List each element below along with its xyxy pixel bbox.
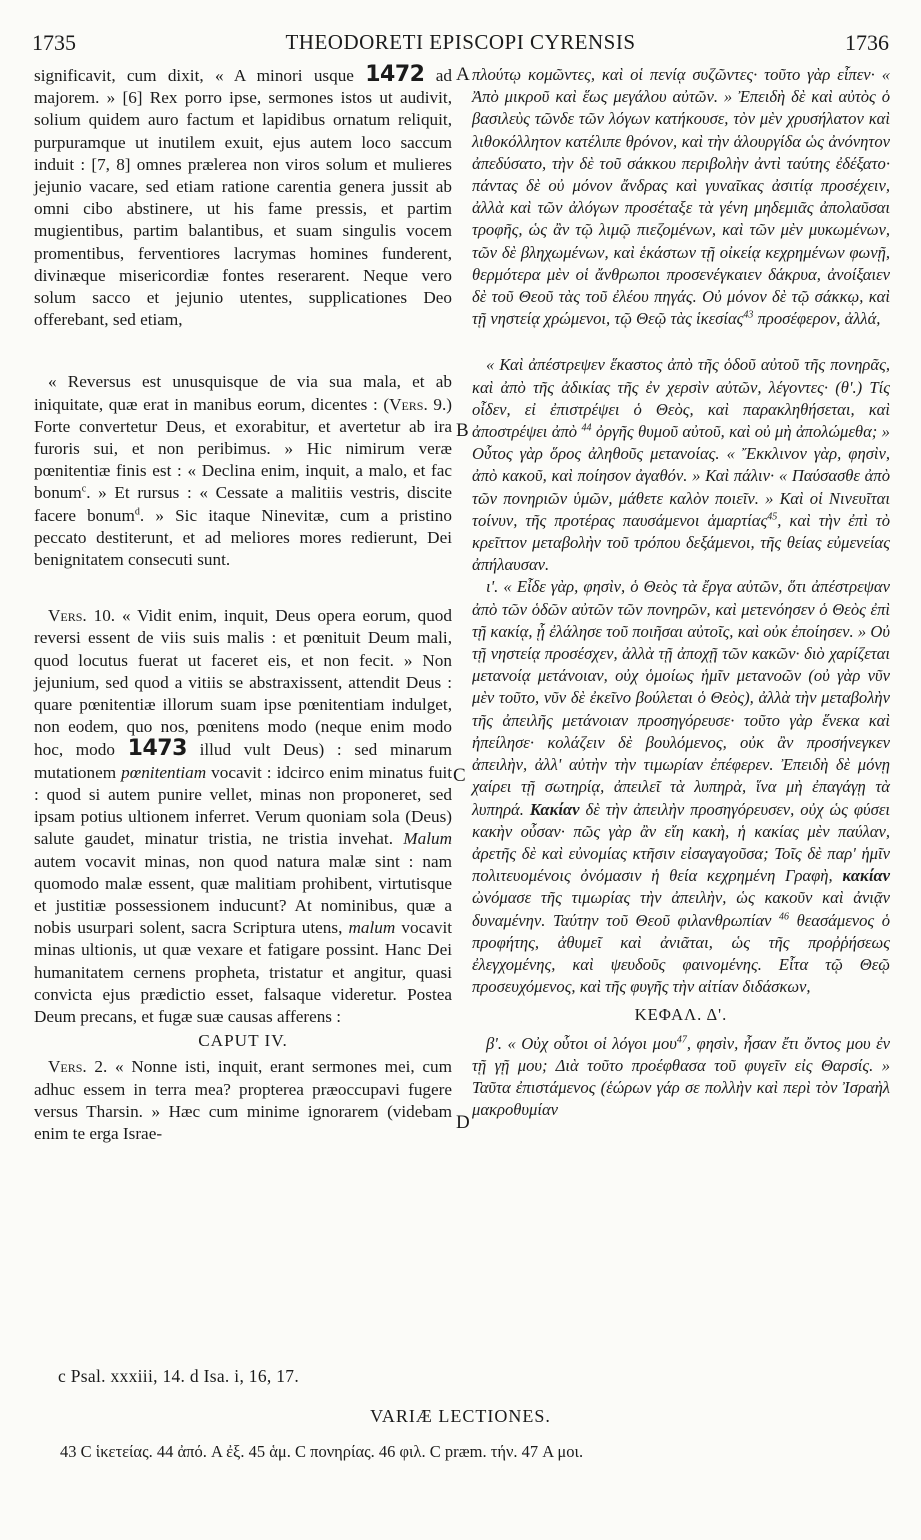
footnote-ref-d: d [134,505,140,517]
latin-italic: Malum [403,829,452,849]
variae-lectiones-heading: VARIÆ LECTIONES. [370,1406,551,1426]
latin-text: vocavit : idcirco enim minatus fuit : quod si autem punire vellet, minas non proponeret, sed ipsam potius ultionem inferret. Verum quoniam sola (Deus) salute gaudet, minatur tristia, ne tristia invehat. [34,762,453,849]
variant-ref-47: 47 [676,1034,687,1045]
variant-ref-43: 43 [743,309,754,321]
greek-text: πλούτῳ κομῶντες, καὶ οἱ πενίᾳ συζῶντες· τοῦτο γὰρ εἶπεν· « Ἀπὸ μικροῦ καὶ ἕως μεγάλου αὐτῶν. » Ἐπειδὴ δὲ καὶ αὐτὸς ὁ βασιλεὺς τῶνδε τῶν λόγων κατήκουσε, τὸν μὲν χρυσήλατον καὶ λιθοκόλλητον κατέλιπε θρόνον, καὶ τὴν ἁλουργίδα ὡς ἀνόνητον ἀπεδύσατο, τὴν δὲ τοῦ σάκκου περιβολὴν ἀντὶ ταύτης ἐδέξατο· πάντας δὲ οὐ μόνον ἄνδρας καὶ γυναῖκας ἀσιτίᾳ προσέχειν, ἀλλὰ καὶ τῶν ἀλόγων προσέταξε τὰ γένη μηδεμιᾶς ἀπολαῦσαι τροφῆς, ὡς ἂν τῷ λιμῷ πιεζομένων, καὶ τῶν μὲν μυκωμένων, τῶν δὲ βληχωμένων, καὶ ἑκάστων τῇ οἰκείᾳ κεχρημένων φωνῇ, θερμότερα μὲν οἱ ἄνθρωποι προσενέγκαιεν δάκρυα, ἀνοίξαιεν δὲ τοῦ Θεοῦ τὰς τοῦ ἐλέου πηγάς. Οὐ μόνον δὲ τῷ σάκκῳ, καὶ τῇ νηστείᾳ χρώμενοι, τῷ Θεῷ τὰς ἱκεσίας [472,65,890,329]
margin-marker-b: B [456,420,469,441]
greek-text: β'. « Οὐχ οὗτοι οἱ λόγοι μου [486,1033,677,1053]
latin-paragraph-3 [34,605,452,1028]
footnote-ref-c: c [81,483,87,495]
footnotes: c Psal. xxxiii, 14. d Isa. i, 16, 17. [58,1366,300,1386]
greek-paragraph-2 [472,354,890,576]
verse-label: Vers [389,394,424,414]
verse-label: Vers [48,606,83,626]
variae-lectiones-text: 43 C ἱκετείας. 44 ἀπό. A ἐξ. 45 ἁμ. C πονηρίας. 46 φιλ. C præm. τήν. 47 A μοι. [60,1442,584,1461]
greek-text: « Καὶ ἀπέστρεψεν ἕκαστος ἀπὸ τῆς ὁδοῦ αὐτοῦ τῆς πονηρᾶς, καὶ ἀπὸ τῆς ἀδικίας τῆς ἐν χερσὶν αὐτῶν, λέγοντες· (θ'.) Τίς οἶδεν, εἰ ἐπιστρέψει ὁ Θεὸς, καὶ παρακληθήσεται, καὶ ἀποστρέψει ἀπὸ [472,355,890,442]
margin-marker-d: D [456,1112,470,1133]
latin-text: . 10. « Vidit enim, inquit, Deus opera eorum, quod reversi essent de viis suis malis : et pœnituit Deum mali, quod locutus fuerat ut faceret eis, et non fecit. » Non jejunium, sed quod a vitiis se abstraxissent, attendit Deus : quare pœnitentiæ illorum suam ipse pœnitentiam indulget, non eodem, quo nos, pœnitens modo (neque enim modo hoc, modo [34,606,452,760]
greek-text: προσέφερον, ἀλλά, [757,309,881,329]
latin-paragraph-1 [34,64,452,331]
column-number-1472: 1472 [365,62,425,87]
latin-text: . 2. « Nonne isti, inquit, erant sermones mei, cum adhuc essem in terra mea? propterea præoccupavi fugere versus Tharsin. » Hæc cum minime ignorarem (videbam enim te erga Israe- [34,1057,452,1143]
greek-text: δὲ τὴν ἀπειλὴν προσηγόρευσεν, οὐχ ὡς φύσει κακὴν οὖσαν· πῶς γὰρ ἂν εἴη κακὴ, ἡ κακίας μὲν παύλαν, ἀρετῆς δὲ καὶ εὐνομίας κτῆσιν εἰσαγαγοῦσα; Τοῖς δὲ παρ' ἡμῖν πολιτευομένοις ὀνόμασιν ἡ θεία κεχρημένη Γραφὴ, [472,799,890,886]
greek-paragraph-3 [472,576,890,998]
latin-text: ad majorem. » [6] Rex porro ipse, sermones istos ut audivit, solium quidem auro factum et lapidibus ornatum reliquit, purpuramque ut inutilem exuit, ejus autem loco saccum induit : [7, 8] omnes prælerea non viros solum et mulieres jejunio vacare, sed etiam ratione carentia genera jussit ab omni cibo abstinere, ut his fame pressis, et partim mugientibus, partim balantibus, et suam singulis vocem promentibus, ferventiores lacrymas homines funderent, divinæque misericordiæ fontes reserarent. Neque vero solum sacco et jejunio utentes, supplicationes Deo offerebant, sed etiam, [34,66,453,330]
margin-marker-c: C [453,765,466,786]
greek-text: , καὶ τὴν ἐπὶ τὸ κρεῖττον μεταβολὴν τοῦ τρόπου δεξάμενοι, τῆς θείας εὐμενείας ἀπήλαυσαν. [472,510,890,575]
margin-marker-a: A [456,64,470,85]
running-title: THEODORETI EPISCOPI CYRENSIS [285,30,636,54]
latin-text: illud vult Deus) : sed minarum mutationem [34,740,453,782]
latin-text: . » Et rursus : « Cessate a malitiis vestris, discite facere bonum [34,483,452,525]
greek-emphasis: Κακίαν [529,799,580,819]
latin-text: . » Sic itaque Ninevitæ, cum a pristino peccato destiterunt, et ad meliores mores redierunt, Dei benignitatem consecuti sunt. [34,505,452,570]
greek-paragraph-4 [472,1033,890,1122]
greek-text: ι'. « Εἶδε γὰρ, φησὶν, ὁ Θεὸς τὰ ἔργα αὐτῶν, ὅτι ἀπέστρεψαν ἀπὸ τῶν ὁδῶν αὐτῶν τῶν πονηρῶν, καὶ μετενόησεν ὁ Θεὸς ἐπὶ τῇ κακίᾳ, ᾗ ἐλάλησε τοῦ ποιῆσαι αὐτοῖς, καὶ οὐκ ἐποίησεν. » Οὐ τῇ νηστείᾳ προσέσχεν, ἀλλὰ τῇ ἀποχῇ τῶν κακῶν· διὸ χαρίζεται μετανοίᾳ μετάνοιαν, οὐχ ὁμοίως ἡμῖν μετανοῶν (οὐ γὰρ νῦν μὲν τοῦτο, νῦν δὲ ἐκεῖνο βούλεται ὁ Θεὸς), ἀλλὰ τὴν μεταβολὴν τῆς ἀπειλῆς μετάνοιαν προσηγόρευσε· τοῦτο γὰρ ἕνεκα καὶ ἠπείλησε· κολάζειν δὲ βουλόμενος, οὐκ ἂν προσήνεγκεν ἀπειλὴν, ἀλλ' αὐτὴν τὴν τιμωρίαν ἐπέφερεν. Ἐπειδὴ δὲ μόνῃ χαίρει τῇ σωτηρίᾳ, ἀπειλεῖ τὰ λυπηρὰ, ἵνα μὴ ἐπαγάγῃ τὰ λυπηρά. [472,577,890,819]
running-header [32,30,889,58]
greek-text: ὠνόμασε τῆς τιμωρίας τὴν ἀπειλὴν, ὡς κακοῦν καὶ ἀνιᾷν δυναμένην. Ταύτην τοῦ Θεοῦ φιλανθρωπίαν [472,888,890,930]
page-number-right: 1736 [845,30,889,55]
latin-column [34,64,452,1145]
greek-paragraph-1 [472,64,890,330]
latin-text: vocavit minas ultionis, ut quæ vexare et fatigare possint. Hanc Dei humanitatem cernens propheta, tristatur et angitur, quasi convicta ejus prædictio esset, falsaque videretur. Postea Deum precans, et fugæ suæ causas afferens : [34,918,453,1026]
latin-text: « Reversus est unusquisque de via sua mala, et ab iniquitate, quæ erat in manibus eorum, dicentes : ( [34,372,452,414]
greek-column [472,64,890,1121]
variant-ref-45: 45 [767,511,778,523]
latin-paragraph-2 [34,371,452,571]
latin-italic: malum [348,918,396,938]
greek-text: θεασάμενος ὁ προφήτης, ἀθυμεῖ καὶ ἀνιᾶται, ὡς τῆς προῤῥήσεως ἐλεγχομένης, καὶ ψευδοῦς φαινομένης. Εἶτα τῷ Θεῷ προσευχόμενος, καὶ τῆς φυγῆς τὴν αἰτίαν διδάσκων, [472,910,890,997]
greek-emphasis: κακίαν [842,866,890,886]
latin-text: . 9.) Forte convertetur Deus, et exorabitur, et avertetur ab ira furoris sui, et non peribimus. » Hic nimirum veræ pœnitentiæ finis est : « Declina enim, inquit, a malo, et fac bonum [34,394,452,503]
greek-text: , φησὶν, ἦσαν ἔτι ὄντος μου ἐν τῇ γῇ μου; Διὰ τοῦτο προέφθασα τοῦ φυγεῖν εἰς Θαρσίς. » Ταῦτα ἐπιστάμενος (ἑώρων γάρ σε πολλὴν καὶ περὶ τὸν Ἰσραὴλ μακροθυμίαν [472,1033,890,1120]
verse-label: Vers [48,1057,83,1077]
variant-ref-46: 46 [779,910,789,922]
latin-text: autem vocavit minas, non quod natura malæ sint : nam quomodo malæ essent, quæ malitiam prohibent, virtutisque et justitiæ possessionem inducunt? At nominibus, quæ a nobis usurpari solent, sacra Scriptura utens, [34,851,452,938]
page-number-left: 1735 [32,30,76,55]
greek-text: ὀργῆς θυμοῦ αὐτοῦ, καὶ οὐ μὴ ἀπολώμεθα; » Οὗτος γὰρ ὅρος ἀληθοῦς μετανοίας. « Ἔκκλινον γὰρ, φησὶν, ἀπὸ κακοῦ, καὶ ποίησον ἀγαθόν. » Καὶ πάλιν· « Παύσασθε ἀπὸ τῶν πονηριῶν ὑμῶν, μάθετε καλὸν ποιεῖν. » Καὶ οἱ Νινευῖται τοίνυν, τῆς προτέρας παυσάμενοι ἁμαρτίας [472,422,890,530]
column-number-1473: 1473 [127,736,187,762]
kephala-heading: ΚΕΦΑΛ. Δ'. [634,1005,728,1025]
latin-paragraph-4 [34,1056,452,1145]
variant-ref-44: 44 [581,422,592,434]
latin-italic: pœnitentiam [121,762,207,782]
latin-text: significavit, cum dixit, « A minori usque [34,66,354,85]
caput-heading: CAPUT IV. [198,1031,288,1051]
